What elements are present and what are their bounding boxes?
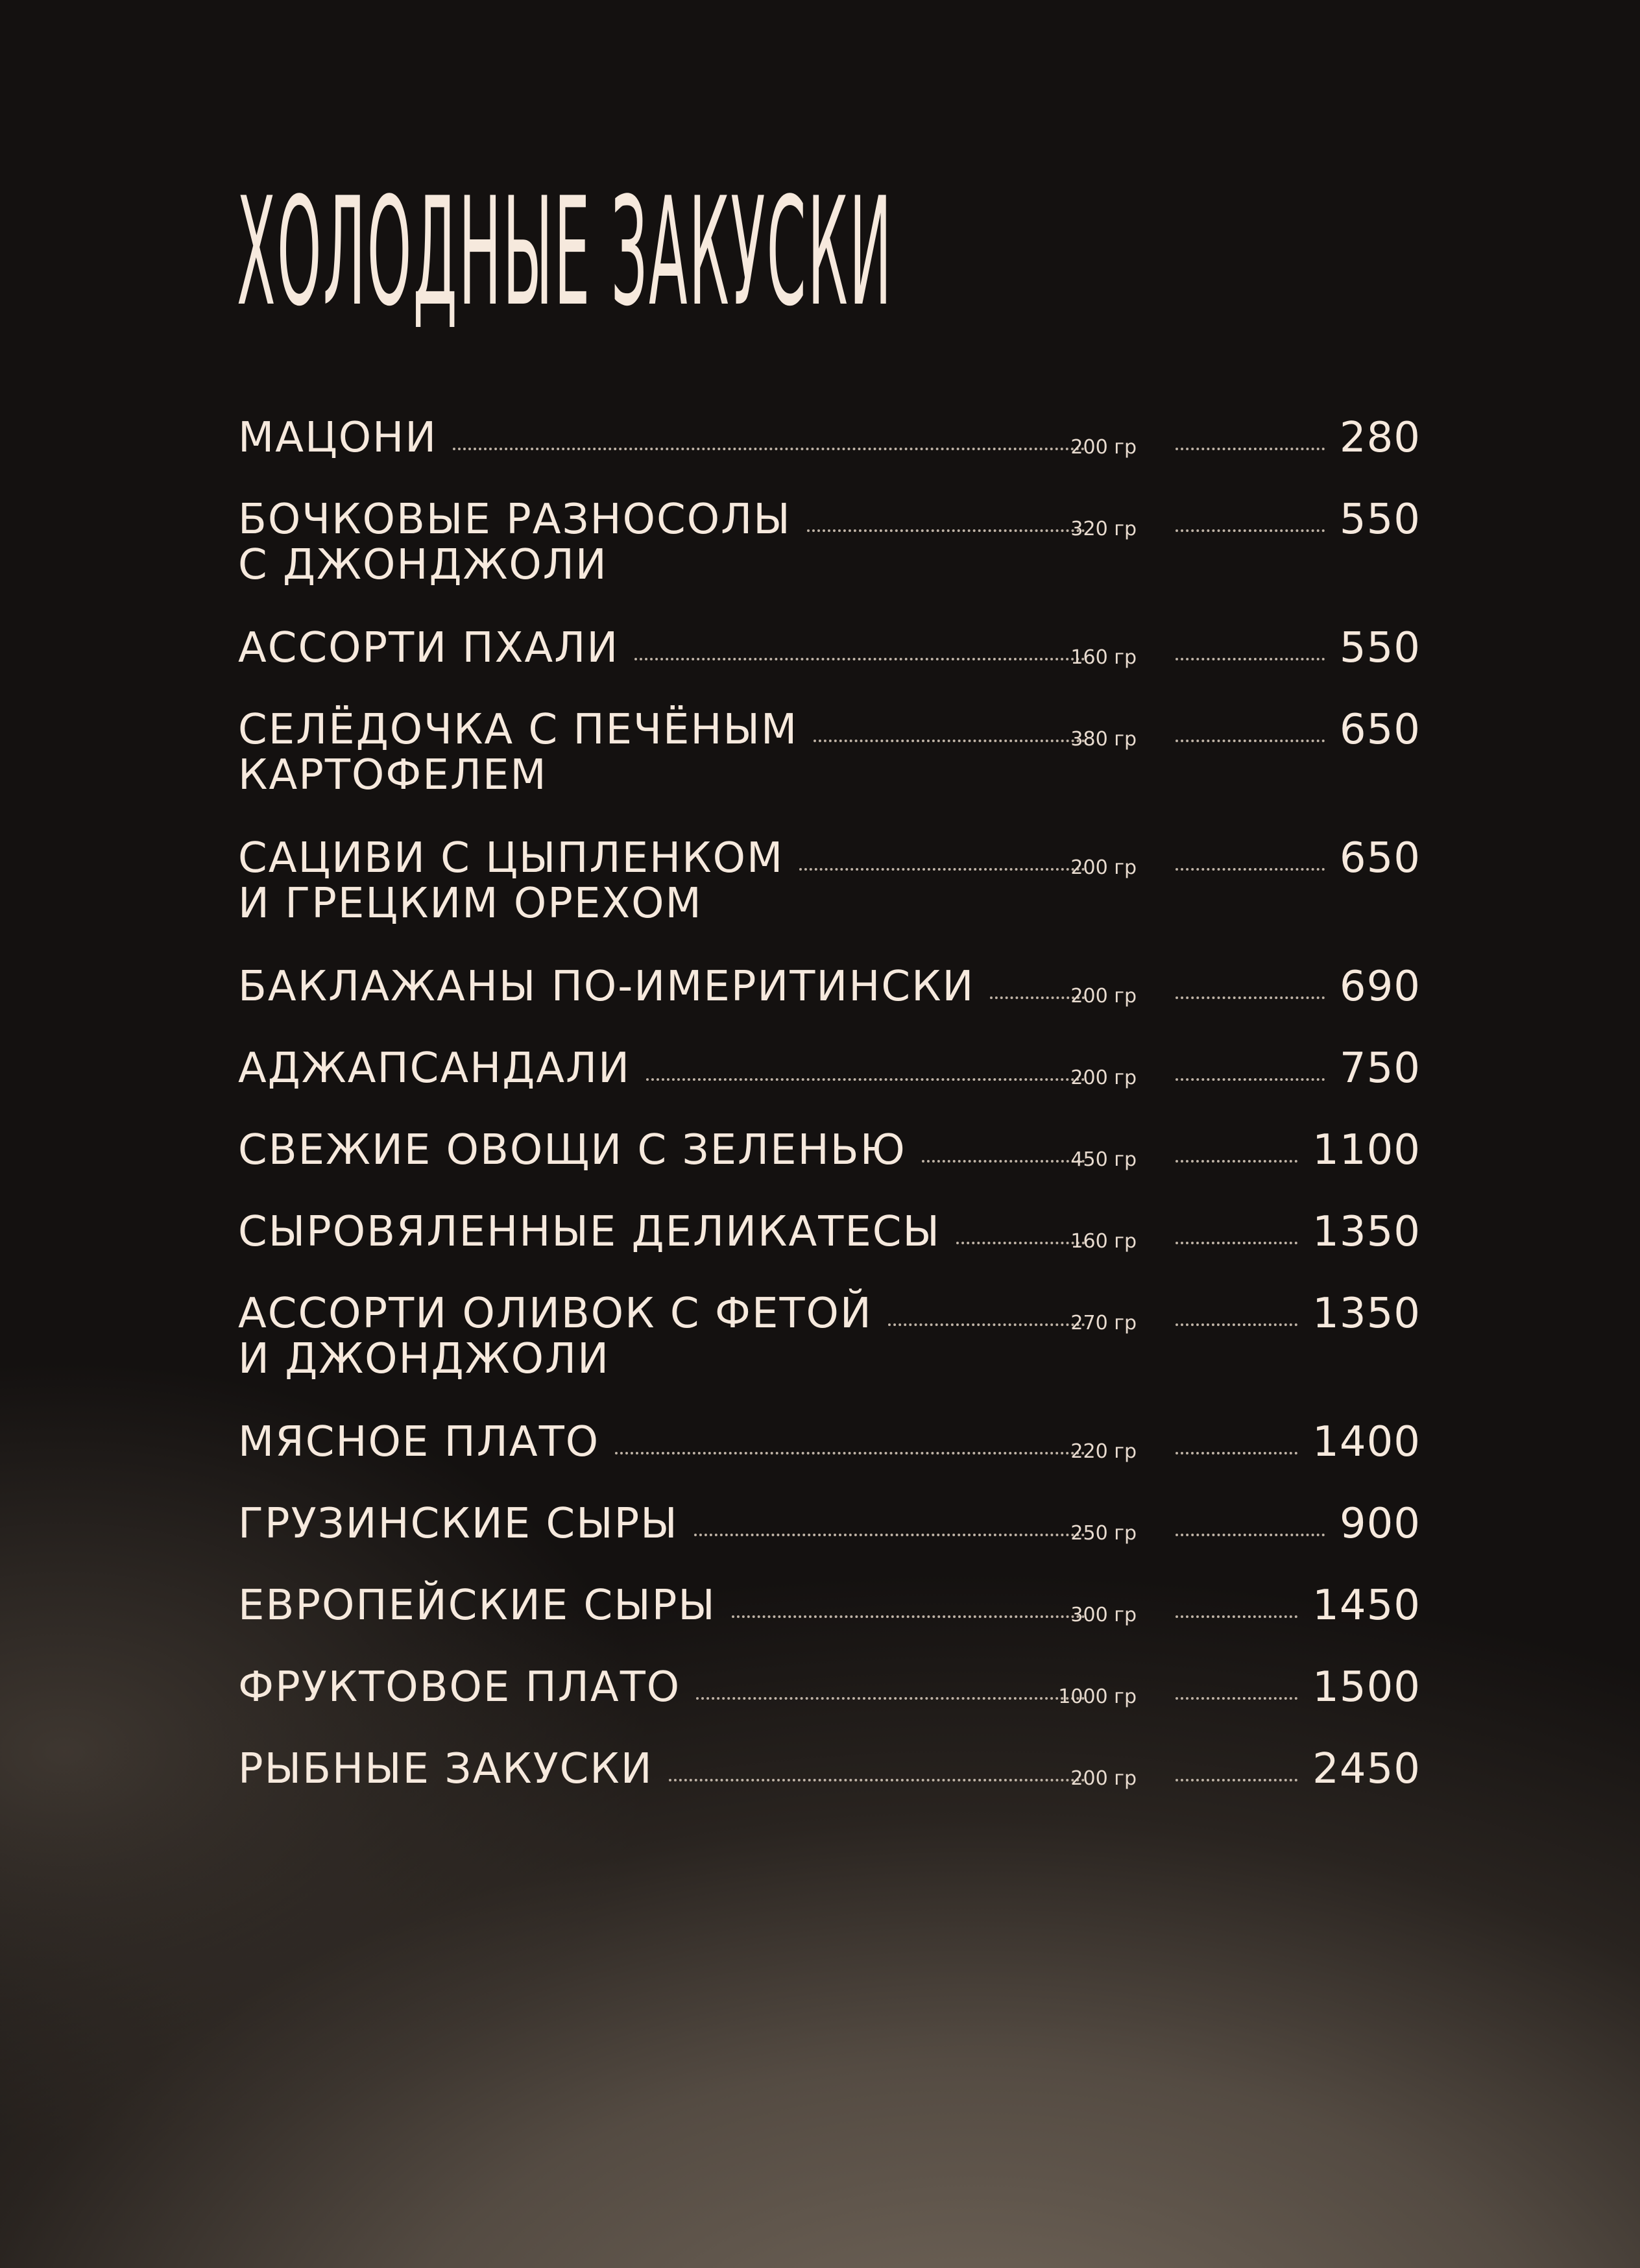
dot-leader xyxy=(1176,645,1325,660)
dot-leader xyxy=(1176,1521,1325,1536)
item-weight: 160 гр xyxy=(1070,1230,1137,1253)
item-name xyxy=(238,1583,716,1628)
item-name xyxy=(238,1128,906,1173)
item-weight: 450 гр xyxy=(1070,1148,1137,1171)
item-name xyxy=(238,707,798,798)
item-name-line: РЫБНЫЕ ЗАКУСКИ xyxy=(238,1745,653,1793)
item-name-line: АССОРТИ ОЛИВОК С ФЕТОЙ xyxy=(238,1290,873,1338)
item-name xyxy=(238,497,791,588)
dot-leader xyxy=(1176,727,1325,742)
dot-leader xyxy=(1176,1684,1297,1700)
item-name xyxy=(238,1665,681,1710)
dot-leader xyxy=(1176,983,1325,999)
item-name-line: СВЕЖИЕ ОВОЩИ С ЗЕЛЕНЬЮ xyxy=(238,1126,906,1174)
item-name-line: САЦИВИ С ЦЫПЛЕНКОМ xyxy=(238,834,784,882)
item-price: 690 xyxy=(1339,963,1421,1011)
item-name xyxy=(238,1046,631,1091)
item-price: 750 xyxy=(1339,1044,1421,1092)
item-price: 1450 xyxy=(1312,1582,1421,1630)
item-weight: 200 гр xyxy=(1070,1767,1137,1790)
item-price: 2450 xyxy=(1312,1745,1421,1793)
item-name xyxy=(238,625,619,671)
item-price: 280 xyxy=(1339,414,1421,462)
item-weight: 200 гр xyxy=(1070,436,1137,459)
item-name-line: МАЦОНИ xyxy=(238,414,438,462)
item-name-line: ФРУКТОВОЕ ПЛАТО xyxy=(238,1663,681,1711)
item-price: 650 xyxy=(1339,834,1421,882)
item-name-line: И ДЖОНДЖОЛИ xyxy=(238,1335,610,1383)
item-weight: 380 гр xyxy=(1070,728,1137,751)
item-name-line: КАРТОФЕЛЕМ xyxy=(238,751,548,799)
item-price: 550 xyxy=(1339,624,1421,672)
item-price: 1400 xyxy=(1312,1418,1421,1466)
item-price: 1350 xyxy=(1312,1208,1421,1256)
item-name-line: БАКЛАЖАНЫ ПО-ИМЕРИТИНСКИ xyxy=(238,963,975,1011)
item-name xyxy=(238,1419,599,1465)
item-name-line: ЕВРОПЕЙСКИЕ СЫРЫ xyxy=(238,1582,716,1630)
item-weight: 200 гр xyxy=(1070,856,1137,879)
item-weight: 250 гр xyxy=(1070,1522,1137,1545)
item-price: 650 xyxy=(1339,706,1421,754)
item-weight: 1000 гр xyxy=(1058,1685,1137,1708)
item-name xyxy=(238,964,974,1009)
item-weight: 200 гр xyxy=(1070,1067,1137,1089)
item-name xyxy=(238,415,437,461)
item-name-line: МЯСНОЕ ПЛАТО xyxy=(238,1418,600,1466)
item-name xyxy=(238,1291,873,1382)
item-name-line: И ГРЕЦКИМ ОРЕХОМ xyxy=(238,880,703,928)
item-weight: 320 гр xyxy=(1070,518,1137,540)
item-weight: 270 гр xyxy=(1070,1312,1137,1334)
item-name xyxy=(238,1209,941,1255)
item-name xyxy=(238,1501,679,1547)
item-name-line: БОЧКОВЫЕ РАЗНОСОЛЫ xyxy=(238,496,791,544)
item-name-line: ГРУЗИНСКИЕ СЫРЫ xyxy=(238,1500,679,1548)
dot-leader xyxy=(1176,1439,1297,1454)
item-price: 1100 xyxy=(1312,1126,1421,1174)
item-price: 1500 xyxy=(1312,1663,1421,1711)
dot-leader xyxy=(1176,855,1325,871)
item-weight: 200 гр xyxy=(1070,985,1137,1007)
dot-leader xyxy=(1176,1229,1297,1244)
item-price: 1350 xyxy=(1312,1290,1421,1338)
item-price: 550 xyxy=(1339,496,1421,544)
dot-leader xyxy=(1176,1310,1297,1326)
item-name-line: СЕЛЁДОЧКА С ПЕЧЁНЫМ xyxy=(238,706,799,754)
dot-leader xyxy=(1176,1766,1297,1781)
item-name xyxy=(238,836,784,926)
dot-leader xyxy=(1176,1065,1325,1081)
item-name xyxy=(238,1746,653,1792)
item-weight: 220 гр xyxy=(1070,1440,1137,1463)
dot-leader xyxy=(1176,435,1325,450)
dot-leader xyxy=(1176,516,1325,532)
dot-leader xyxy=(1176,1602,1297,1618)
item-name-line: СЫРОВЯЛЕННЫЕ ДЕЛИКАТЕСЫ xyxy=(238,1208,941,1256)
item-name-line: АДЖАПСАНДАЛИ xyxy=(238,1044,631,1092)
item-name-line: АССОРТИ ПХАЛИ xyxy=(238,624,620,672)
section-title: ХОЛОДНЫЕ ЗАКУСКИ xyxy=(237,166,893,339)
item-name-line: С ДЖОНДЖОЛИ xyxy=(238,541,608,589)
item-weight: 300 гр xyxy=(1070,1604,1137,1626)
item-price: 900 xyxy=(1339,1500,1421,1548)
item-weight: 160 гр xyxy=(1070,646,1137,669)
dot-leader xyxy=(1176,1147,1297,1163)
